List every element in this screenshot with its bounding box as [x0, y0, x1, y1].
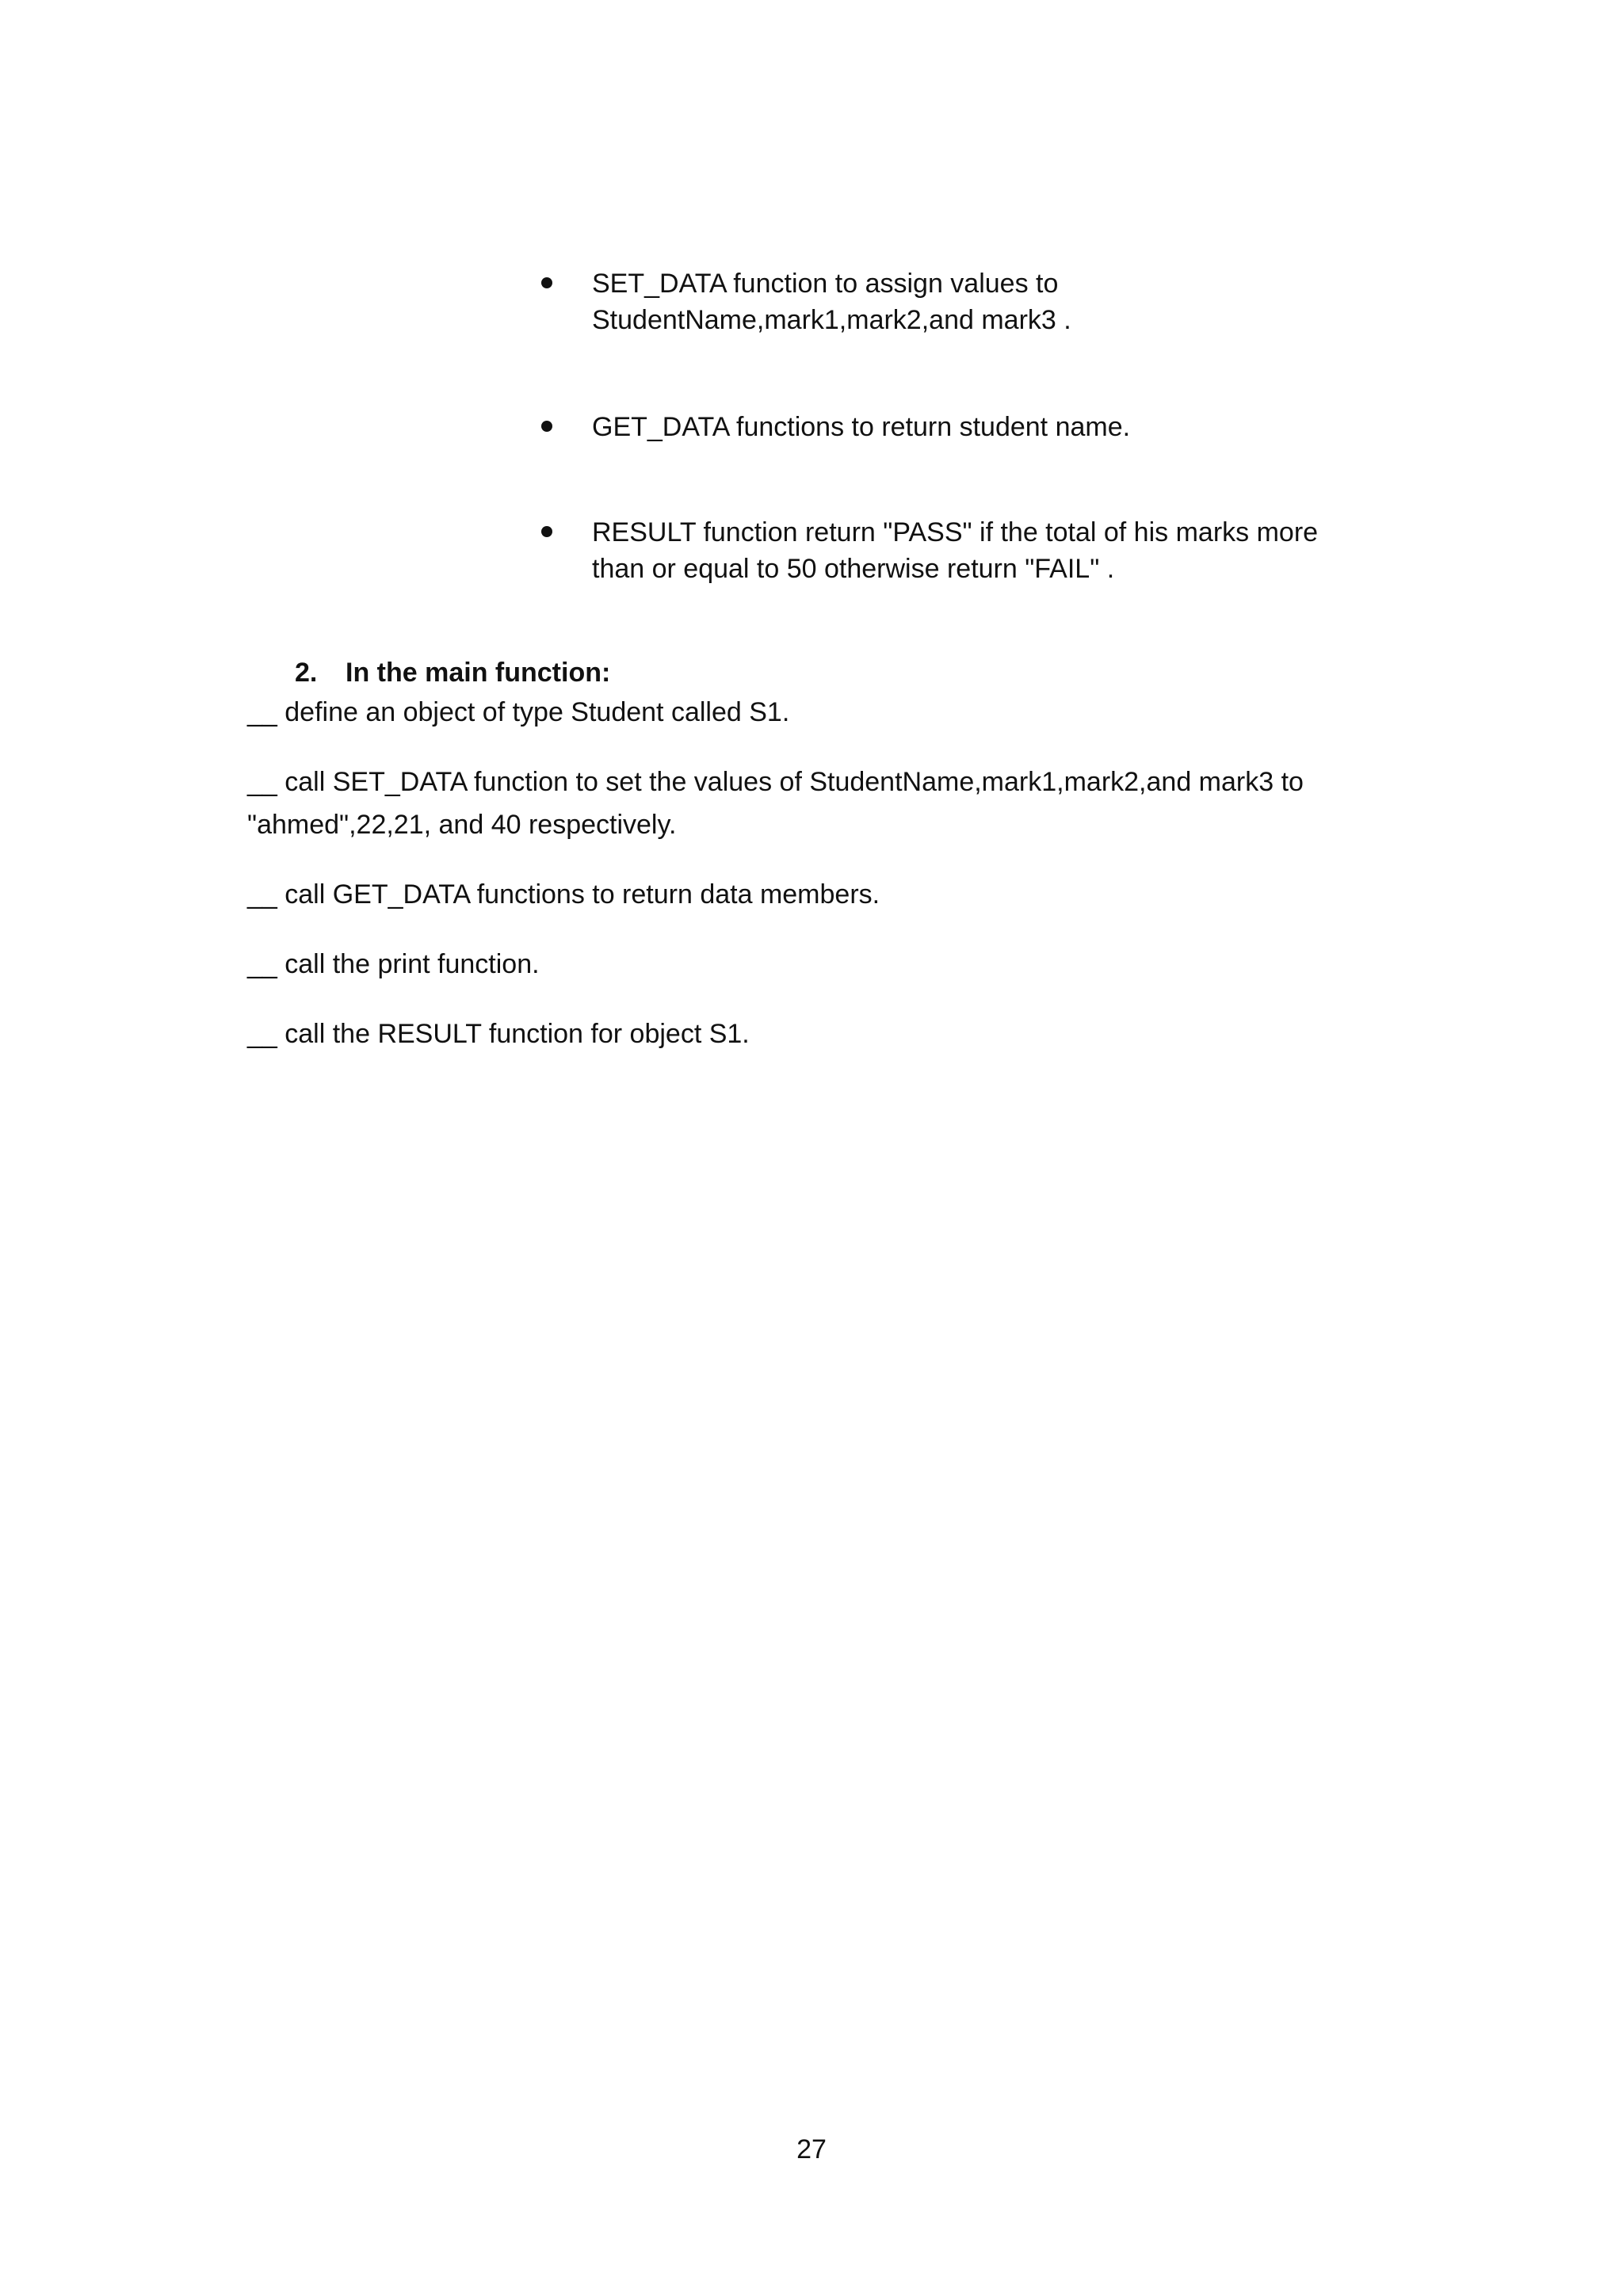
section-title: In the main function: — [346, 658, 611, 688]
bullet-icon — [541, 526, 552, 537]
step-define-object: __ define an object of type Student called S1. — [247, 697, 790, 727]
bullet-icon — [541, 277, 552, 288]
bullet-text: RESULT function return "PASS" if the total of his marks more than or equal to 50 otherwise return "FAIL" . — [592, 517, 1319, 584]
bullet-text: GET_DATA functions to return student name. — [592, 412, 1131, 442]
step-call-get-data: __ call GET_DATA functions to return data members. — [247, 879, 880, 910]
step-call-result: __ call the RESULT function for object S1. — [247, 1019, 750, 1049]
step-call-set-data: __ call SET_DATA function to set the values of StudentName,mark1,mark2,and mark3 to "ahmed",22,21, and 40 respectively. — [247, 767, 1304, 840]
step-call-print: __ call the print function. — [247, 949, 540, 979]
section-heading — [295, 654, 610, 691]
bullet-text: SET_DATA function to assign values to StudentName,mark1,mark2,and mark3 . — [592, 269, 1071, 335]
section-number: 2. — [295, 658, 318, 688]
bullet-icon — [541, 421, 552, 432]
page-number: 27 — [796, 2134, 827, 2164]
